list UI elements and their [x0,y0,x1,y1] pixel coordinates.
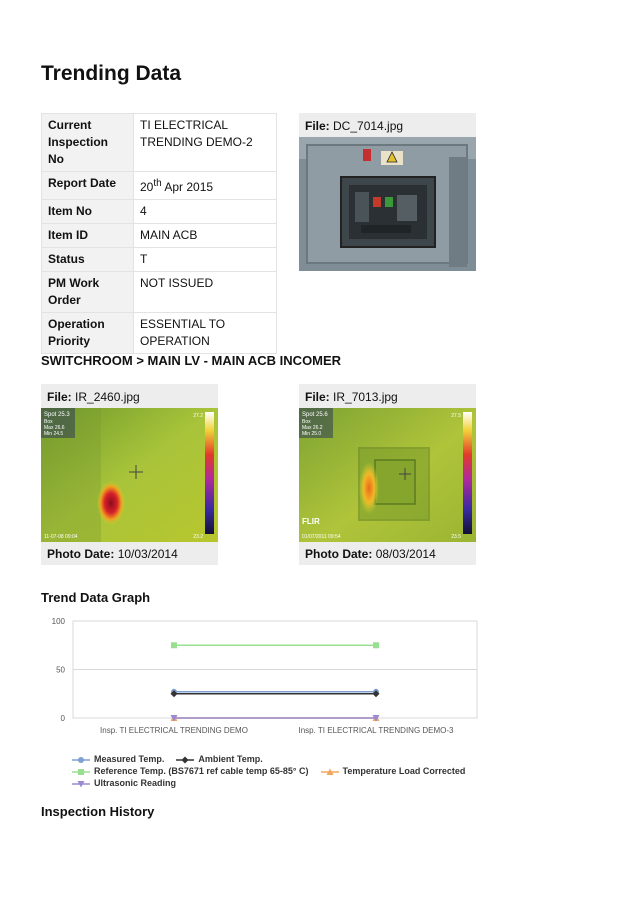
table-row [42,114,277,172]
y-tick-label: 50 [56,665,65,675]
page-title: Trending Data [41,62,182,85]
field-value: TI ELECTRICAL TRENDING DEMO-2 [134,114,277,172]
thermal-image [299,408,476,542]
legend-swatch [321,768,339,776]
file-label: File: [305,390,330,404]
hud-spot: Spot 25.6 [302,412,328,418]
file-label: File: [305,119,330,133]
legend-swatch [176,756,194,764]
ir-photo-date-1 [41,542,218,565]
photo-date-value: 08/03/2014 [375,547,436,561]
hud-box: Box [302,419,311,425]
data-point [171,642,177,648]
legend-label: Measured Temp. [94,754,165,764]
field-value: 4 [134,200,277,224]
inspection-info-table [41,113,277,354]
ir-image-1[interactable] [41,408,218,542]
legend-item [72,765,309,777]
legend-label: Temperature Load Corrected [342,766,466,776]
legend-item [72,777,176,789]
file-name: DC_7014.jpg [333,119,404,133]
file-name: IR_7013.jpg [333,390,398,404]
field-value: T [134,248,277,272]
chart-legend [72,753,492,789]
ir-image-filename [299,384,476,407]
ir-image-filename [41,384,218,407]
hud-max: Max 26.2 [302,425,323,431]
x-tick-label: Insp. TI ELECTRICAL TRENDING DEMO [100,726,248,735]
main-photo-filename [299,113,476,136]
timestamp: 11-07-08 09:04 [44,534,78,540]
photo-date-label: Photo Date: [47,547,115,561]
table-row [42,272,277,313]
table-row [42,172,277,200]
graph-heading: Trend Data Graph [41,590,151,605]
legend-label: Ambient Temp. [198,754,263,764]
field-value: NOT ISSUED [134,272,277,313]
data-point [373,642,379,648]
switchgear-photo-image [299,137,476,271]
field-label: Current Inspection No [42,114,134,172]
field-value: ESSENTIAL TO OPERATION [134,313,277,354]
hud-box: Box [44,419,53,425]
scale-max: 27.5 [451,413,461,419]
legend-label: Reference Temp. (BS7671 ref cable temp 65-85° C) [94,766,309,776]
ir-photo-date-2 [299,542,476,565]
field-label: Item ID [42,224,134,248]
legend-label: Ultrasonic Reading [94,778,177,788]
date-day: 20 [140,180,154,194]
ir-image-panel-2 [299,384,476,542]
legend-swatch [72,768,90,776]
legend-item [176,753,262,765]
scale-min: 23.5 [451,534,461,540]
legend-swatch [72,756,90,764]
field-label: Item No [42,200,134,224]
table-row [42,313,277,354]
flir-logo: FLIR [302,517,320,526]
ir-image-2[interactable] [299,408,476,542]
history-heading: Inspection History [41,804,155,819]
report-date-value [134,172,277,200]
photo-date-value: 10/03/2014 [117,547,178,561]
x-tick-label: Insp. TI ELECTRICAL TRENDING DEMO-3 [298,726,454,735]
hud-min: Min 25.0 [302,431,322,437]
thermal-image [41,408,218,542]
scale-max: 27.2 [193,413,203,419]
date-ordinal: th [153,178,162,189]
file-name: IR_2460.jpg [75,390,140,404]
table-row [42,248,277,272]
hud-min: Min 24.5 [44,431,64,437]
table-row [42,200,277,224]
y-tick-label: 0 [60,714,65,723]
hud-max: Max 26.6 [44,425,65,431]
field-label: Report Date [42,172,134,200]
legend-item [321,765,466,777]
main-photo[interactable] [299,137,476,271]
trend-chart [41,612,481,742]
location-heading: SWITCHROOM > MAIN LV - MAIN ACB INCOMER [41,353,342,368]
main-photo-panel [299,113,476,271]
field-label: PM Work Order [42,272,134,313]
table-row [42,224,277,248]
field-label: Operation Priority [42,313,134,354]
field-label: Status [42,248,134,272]
y-tick-label: 100 [51,617,65,626]
field-value: MAIN ACB [134,224,277,248]
legend-item [72,753,164,765]
photo-date-label: Photo Date: [305,547,373,561]
file-label: File: [47,390,72,404]
scale-min: 23.2 [193,534,203,540]
legend-swatch [72,780,90,788]
ir-image-panel-1 [41,384,218,542]
timestamp: 01/07/2011 09:54 [302,534,341,540]
hud-spot: Spot 25.3 [44,412,70,418]
date-rest: Apr 2015 [161,180,214,194]
